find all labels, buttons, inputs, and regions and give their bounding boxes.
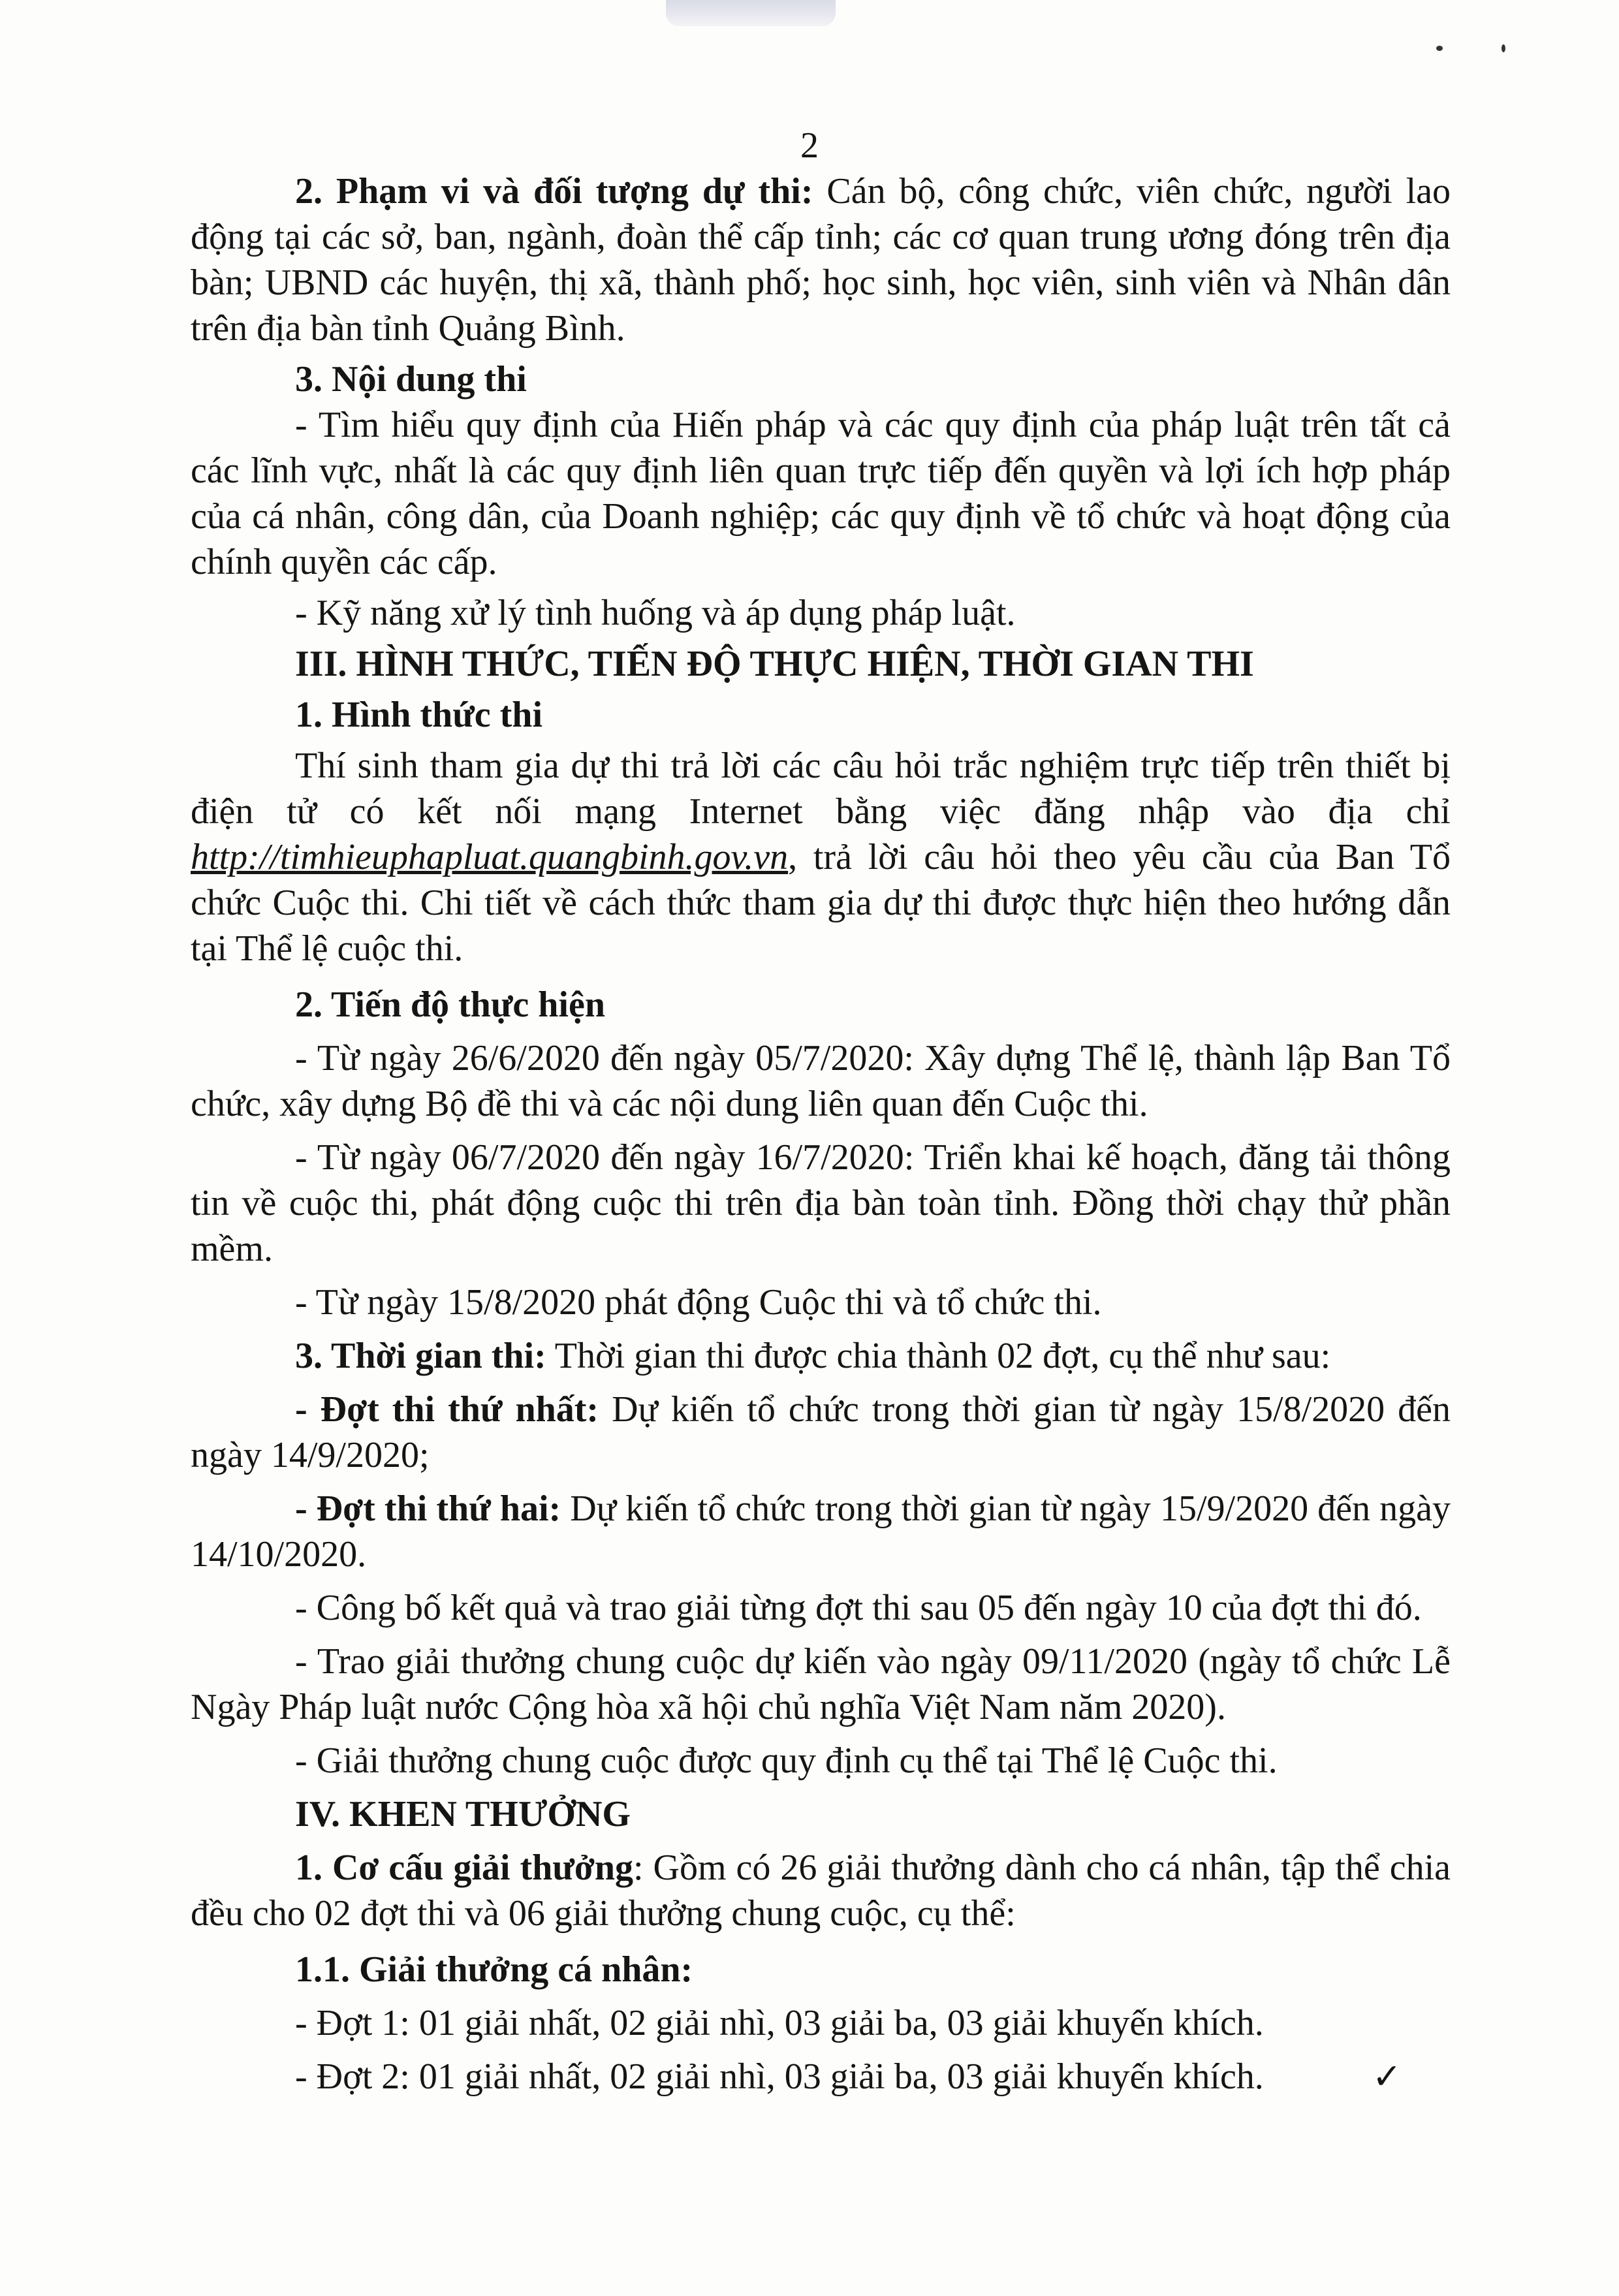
final-award-date: - Trao giải thưởng chung cuộc dự kiến vào ngày 09/11/2020 (ngày tổ chức Lễ Ngày Pháp luật nước Cộng hòa xã hội chủ nghĩa Việt Nam năm 2020). (191, 1641, 1451, 1727)
contest-url-link[interactable]: http://timhieuphapluat.quangbinh.gov.vn (191, 837, 789, 877)
exam-time-text: Thời gian thi được chia thành 02 đợt, cụ thể như sau: (546, 1336, 1331, 1376)
part-4-heading: IV. KHEN THƯỞNG (295, 1794, 631, 1834)
schedule-title: 2. Tiến độ thực hiện (295, 984, 605, 1025)
page-number: 2 (800, 125, 819, 166)
round-1 (191, 1387, 1451, 1478)
checkmark-icon: ✓ (1372, 2057, 1402, 2096)
document-body (191, 168, 1451, 2099)
final-award-rules: - Giải thưởng chung cuộc được quy định cụ thể tại Thể lệ Cuộc thi. (295, 1740, 1278, 1781)
section-content-item-2: - Kỹ năng xử lý tình huống và áp dụng pháp luật. (295, 593, 1016, 633)
format-text-after: , trả lời câu hỏi theo yêu cầu của Ban Tổ chức Cuộc thi. Chi tiết về cách thức tham gia dự thi được thực hiện theo hướng dẫn tại Thể lệ cuộc thi. (191, 837, 1451, 969)
section-scope-title: 2. Phạm vi và đối tượng dự thi: (295, 171, 813, 212)
individual-awards-title: 1.1. Giải thưởng cá nhân: (295, 1949, 693, 1990)
format-text (191, 743, 1451, 971)
schedule-item-1: - Từ ngày 26/6/2020 đến ngày 05/7/2020: Xây dựng Thể lệ, thành lập Ban Tổ chức, xây dựng Bộ đề thi và các nội dung liên quan đến Cuộc thi. (191, 1038, 1451, 1124)
schedule-item-2: - Từ ngày 06/7/2020 đến ngày 16/7/2020: Triển khai kế hoạch, đăng tải thông tin về cuộc thi, phát động cuộc thi trên địa bàn toàn tỉnh. Đồng thời chạy thử phần mềm. (191, 1137, 1451, 1269)
format-title: 1. Hình thức thi (295, 695, 543, 735)
section-content-title: 3. Nội dung thi (295, 359, 527, 400)
round-2-text: Dự kiến tổ chức trong thời gian từ ngày 15/9/2020 đến ngày 14/10/2020. (191, 1488, 1451, 1575)
format-text-before: Thí sinh tham gia dự thi trả lời các câu hỏi trắc nghiệm trực tiếp trên thiết bị điện tử có kết nối mạng Internet bằng việc đăng nhập vào địa chỉ (191, 746, 1451, 832)
round-1-text: Dự kiến tổ chức trong thời gian từ ngày 15/8/2020 đến ngày 14/9/2020; (191, 1389, 1451, 1475)
schedule-item-3: - Từ ngày 15/8/2020 phát động Cuộc thi và tổ chức thi. (295, 1282, 1102, 1323)
award-structure (191, 1845, 1451, 1936)
scan-dot (1501, 44, 1505, 52)
exam-time-title: 3. Thời gian thi: (295, 1336, 546, 1376)
individual-awards-round-2-text: - Đợt 2: 01 giải nhất, 02 giải nhì, 03 giải ba, 03 giải khuyến khích. (295, 2056, 1264, 2097)
individual-awards-round-2 (191, 2054, 1451, 2099)
part-3-heading: III. HÌNH THỨC, TIẾN ĐỘ THỰC HIỆN, THỜI GIAN THI (295, 644, 1254, 684)
round-2-label: - Đợt thi thứ hai: (295, 1488, 561, 1529)
individual-awards-round-1: - Đợt 1: 01 giải nhất, 02 giải nhì, 03 giải ba, 03 giải khuyến khích. (295, 2003, 1264, 2043)
round-1-label: - Đợt thi thứ nhất: (295, 1389, 599, 1430)
section-scope (191, 168, 1451, 351)
section-content-item-1: - Tìm hiểu quy định của Hiến pháp và các quy định của pháp luật trên tất cả các lĩnh vực, nhất là các quy định liên quan trực tiếp đến quyền và lợi ích hợp pháp của cá nhân, công dân, của Doanh nghiệp; các quy định về tổ chức và hoạt động của chính quyền các cấp. (191, 405, 1451, 582)
exam-time (191, 1333, 1451, 1379)
scan-dot (1436, 46, 1443, 51)
results-announcement: - Công bố kết quả và trao giải từng đợt thi sau 05 đến ngày 10 của đợt thi đó. (295, 1588, 1422, 1628)
award-structure-title: 1. Cơ cấu giải thưởng (295, 1848, 634, 1888)
award-structure-text: : Gồm có 26 giải thưởng dành cho cá nhân, tập thể chia đều cho 02 đợt thi và 06 giải thưởng chung cuộc, cụ thể: (191, 1848, 1451, 1934)
round-2 (191, 1486, 1451, 1577)
section-scope-text: Cán bộ, công chức, viên chức, người lao động tại các sở, ban, ngành, đoàn thể cấp tỉnh; các cơ quan trung ương đóng trên địa bàn; UBND các huyện, thị xã, thành phố; học sinh, học viên, sinh viên và Nhân dân trên địa bàn tỉnh Quảng Bình. (191, 171, 1451, 349)
scan-artifact (666, 0, 836, 26)
